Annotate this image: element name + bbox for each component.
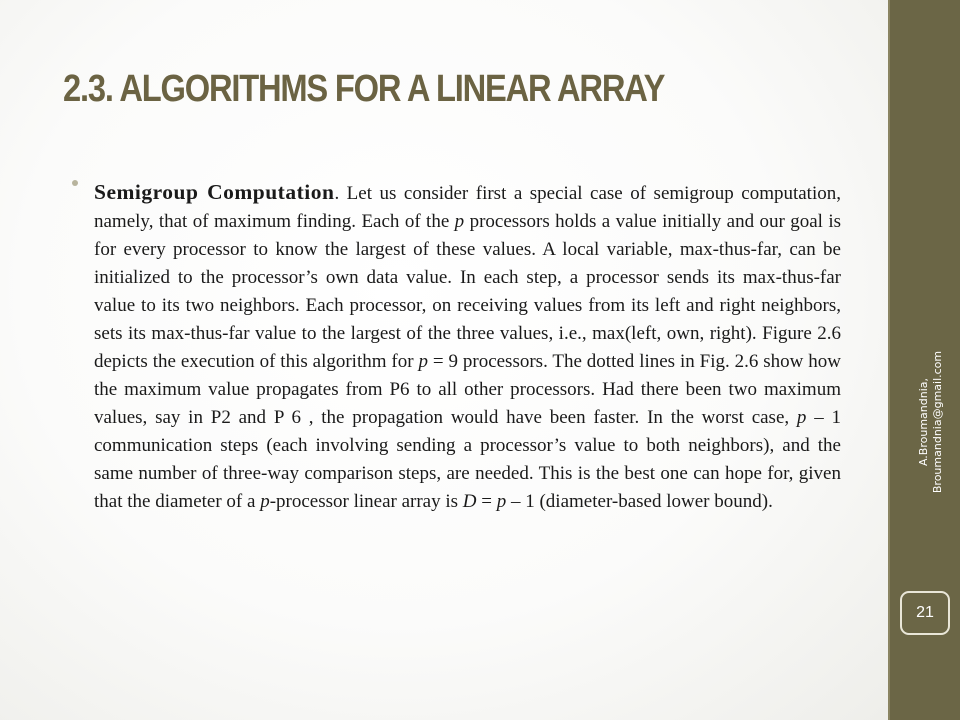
math-variable: p [454,211,465,232]
bullet-point-icon [72,180,78,186]
body-text-segment: -processor linear array is [269,491,463,512]
math-variable: p [418,351,428,372]
page-number: 21 [916,604,934,621]
author-email: Broumandnia@gmail.com [931,350,944,494]
body-text-segment: = [476,491,497,512]
body-text-segment: – 1 communication steps (each involving sending a processor’s value to both neighbors), and the same number of three-way comparison steps, are needed. This is the best one can hope for, given that the diameter of a [94,407,841,512]
body-paragraph [94,178,841,516]
sidebar-divider [888,0,890,720]
math-variable: p [496,491,507,512]
math-variable: p [796,407,807,428]
body-text-segment: . Let us consider first a special case of semigroup computation, namely, that of maximum finding. Each of the [94,183,841,232]
slide-title: 2.3. ALGORITHMS FOR A LINEAR ARRAY [63,68,665,110]
bullet-lead: Semigroup Computation [94,180,335,204]
math-variable: p [260,491,270,512]
math-variable: D [462,491,477,512]
body-text-segment: processors holds a value initially and our goal is for every processor to know the largest of these values. A local variable, max-thus-far, can be initialized to the processor’s own data value. In each step, a processor sends its max-thus-far value to its two neighbors. Each processor, on receiving values from its left and right neighbors, sets its max-thus-far value to the largest of the three values, i.e., max(left, own, right). Figure 2.6 depicts the execution of this algorithm for [94,211,841,372]
body-text-segment: = 9 processors. The dotted lines in Fig. 2.6 show how the maximum value propagates from P6 to all other processors. Had there been two maximum values, say in P2 and P 6 , the propagation would have been faster. In the worst case, [94,351,842,428]
author-name: A.Broumandnia, [917,377,930,467]
author-credit [917,351,945,493]
body-text-segment: – 1 (diameter-based lower bound). [506,491,773,512]
